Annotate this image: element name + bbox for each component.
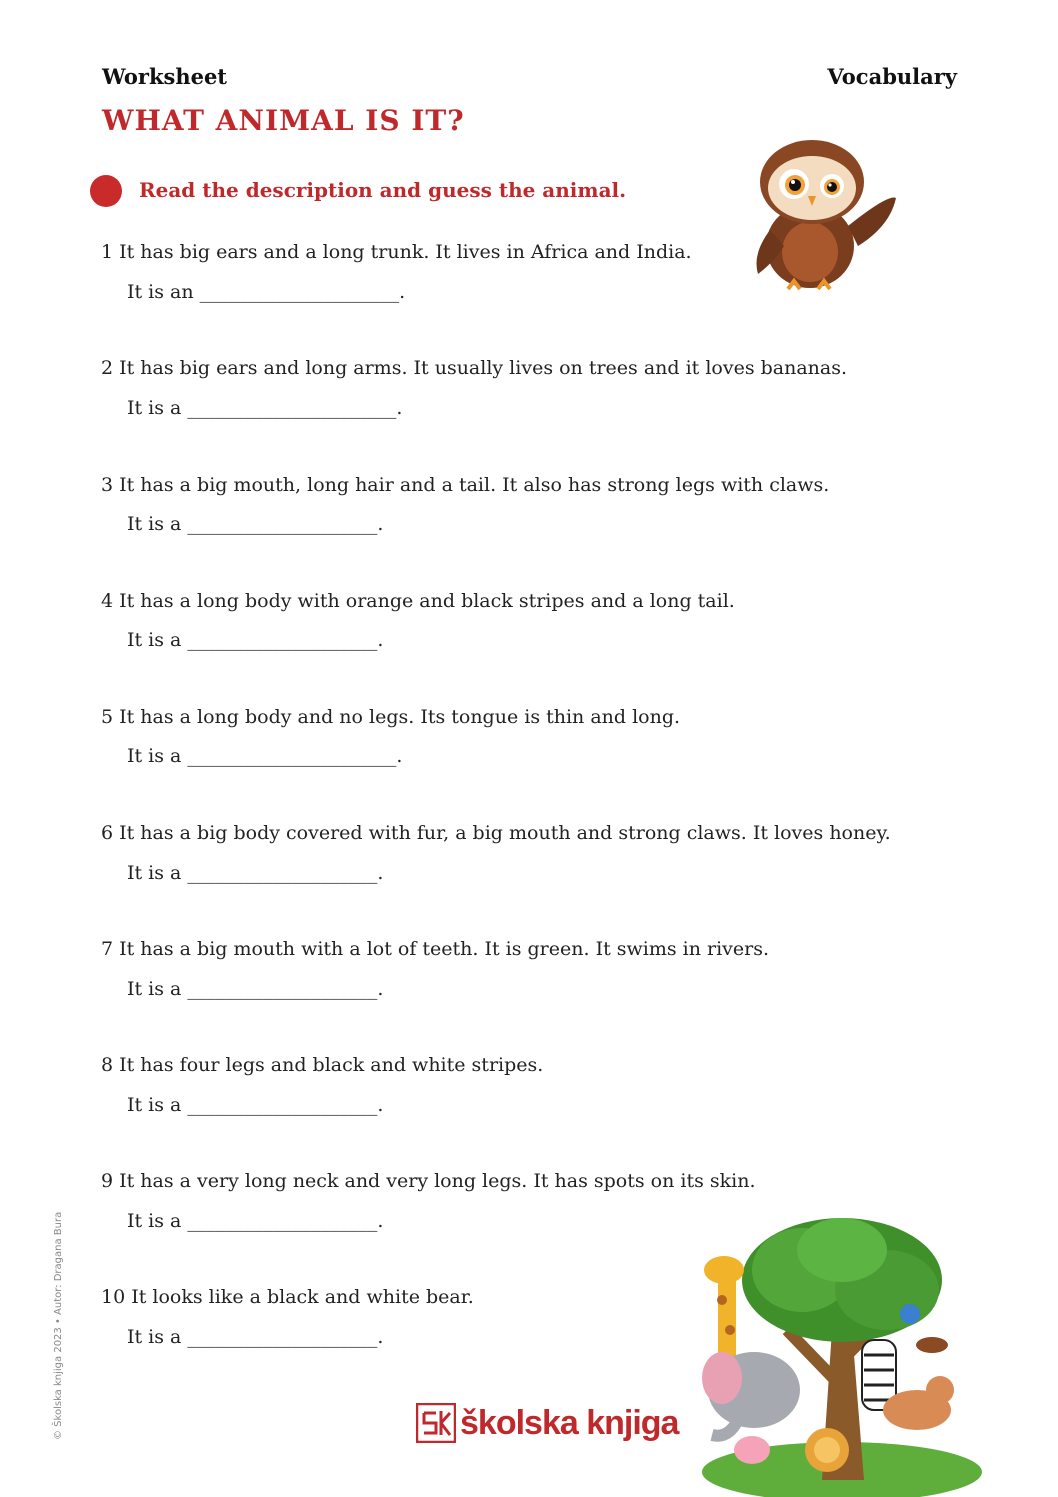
answer-blank-7[interactable]: It is a ____________________. (127, 978, 384, 1000)
question-4: 4 It has a long body with orange and black stripes and a long tail. (101, 590, 735, 612)
question-8: 8 It has four legs and black and white stripes. (101, 1054, 544, 1076)
answer-blank-5[interactable]: It is a ______________________. (127, 745, 403, 767)
answer-blank-8[interactable]: It is a ____________________. (127, 1094, 384, 1116)
question-3: 3 It has a big mouth, long hair and a tail. It also has strong legs with claws. (101, 474, 830, 496)
answer-blank-3[interactable]: It is a ____________________. (127, 513, 384, 535)
question-7: 7 It has a big mouth with a lot of teeth. It is green. It swims in rivers. (101, 938, 770, 960)
sk-logo-icon (416, 1403, 456, 1443)
question-5: 5 It has a long body and no legs. Its tongue is thin and long. (101, 706, 681, 728)
answer-blank-6[interactable]: It is a ____________________. (127, 862, 384, 884)
instruction-bullet (90, 175, 122, 207)
publisher-name: školska knjiga (460, 1403, 679, 1442)
answer-blank-9[interactable]: It is a ____________________. (127, 1210, 384, 1232)
question-9: 9 It has a very long neck and very long legs. It has spots on its skin. (101, 1170, 756, 1192)
zoo-animals-illustration (692, 1210, 982, 1497)
publisher-logo (416, 1402, 678, 1444)
worksheet-label: Worksheet (102, 64, 228, 89)
copyright-credit: © Školska knjiga 2023 • Autor: Dragana Bura (53, 1211, 64, 1440)
vocabulary-label: Vocabulary (827, 64, 957, 89)
question-6: 6 It has a big body covered with fur, a big mouth and strong claws. It loves honey. (101, 822, 891, 844)
page-title: WHAT ANIMAL IS IT? (102, 104, 465, 137)
answer-blank-4[interactable]: It is a ____________________. (127, 629, 384, 651)
answer-blank-10[interactable]: It is a ____________________. (127, 1326, 384, 1348)
instruction-text: Read the description and guess the animal. (139, 178, 627, 202)
answer-blank-2[interactable]: It is a ______________________. (127, 397, 403, 419)
question-10: 10 It looks like a black and white bear. (101, 1286, 474, 1308)
question-1: 1 It has big ears and a long trunk. It lives in Africa and India. (101, 241, 692, 263)
owl-illustration (748, 134, 898, 296)
question-2: 2 It has big ears and long arms. It usually lives on trees and it loves bananas. (101, 357, 848, 379)
answer-blank-1[interactable]: It is an _____________________. (127, 281, 406, 303)
